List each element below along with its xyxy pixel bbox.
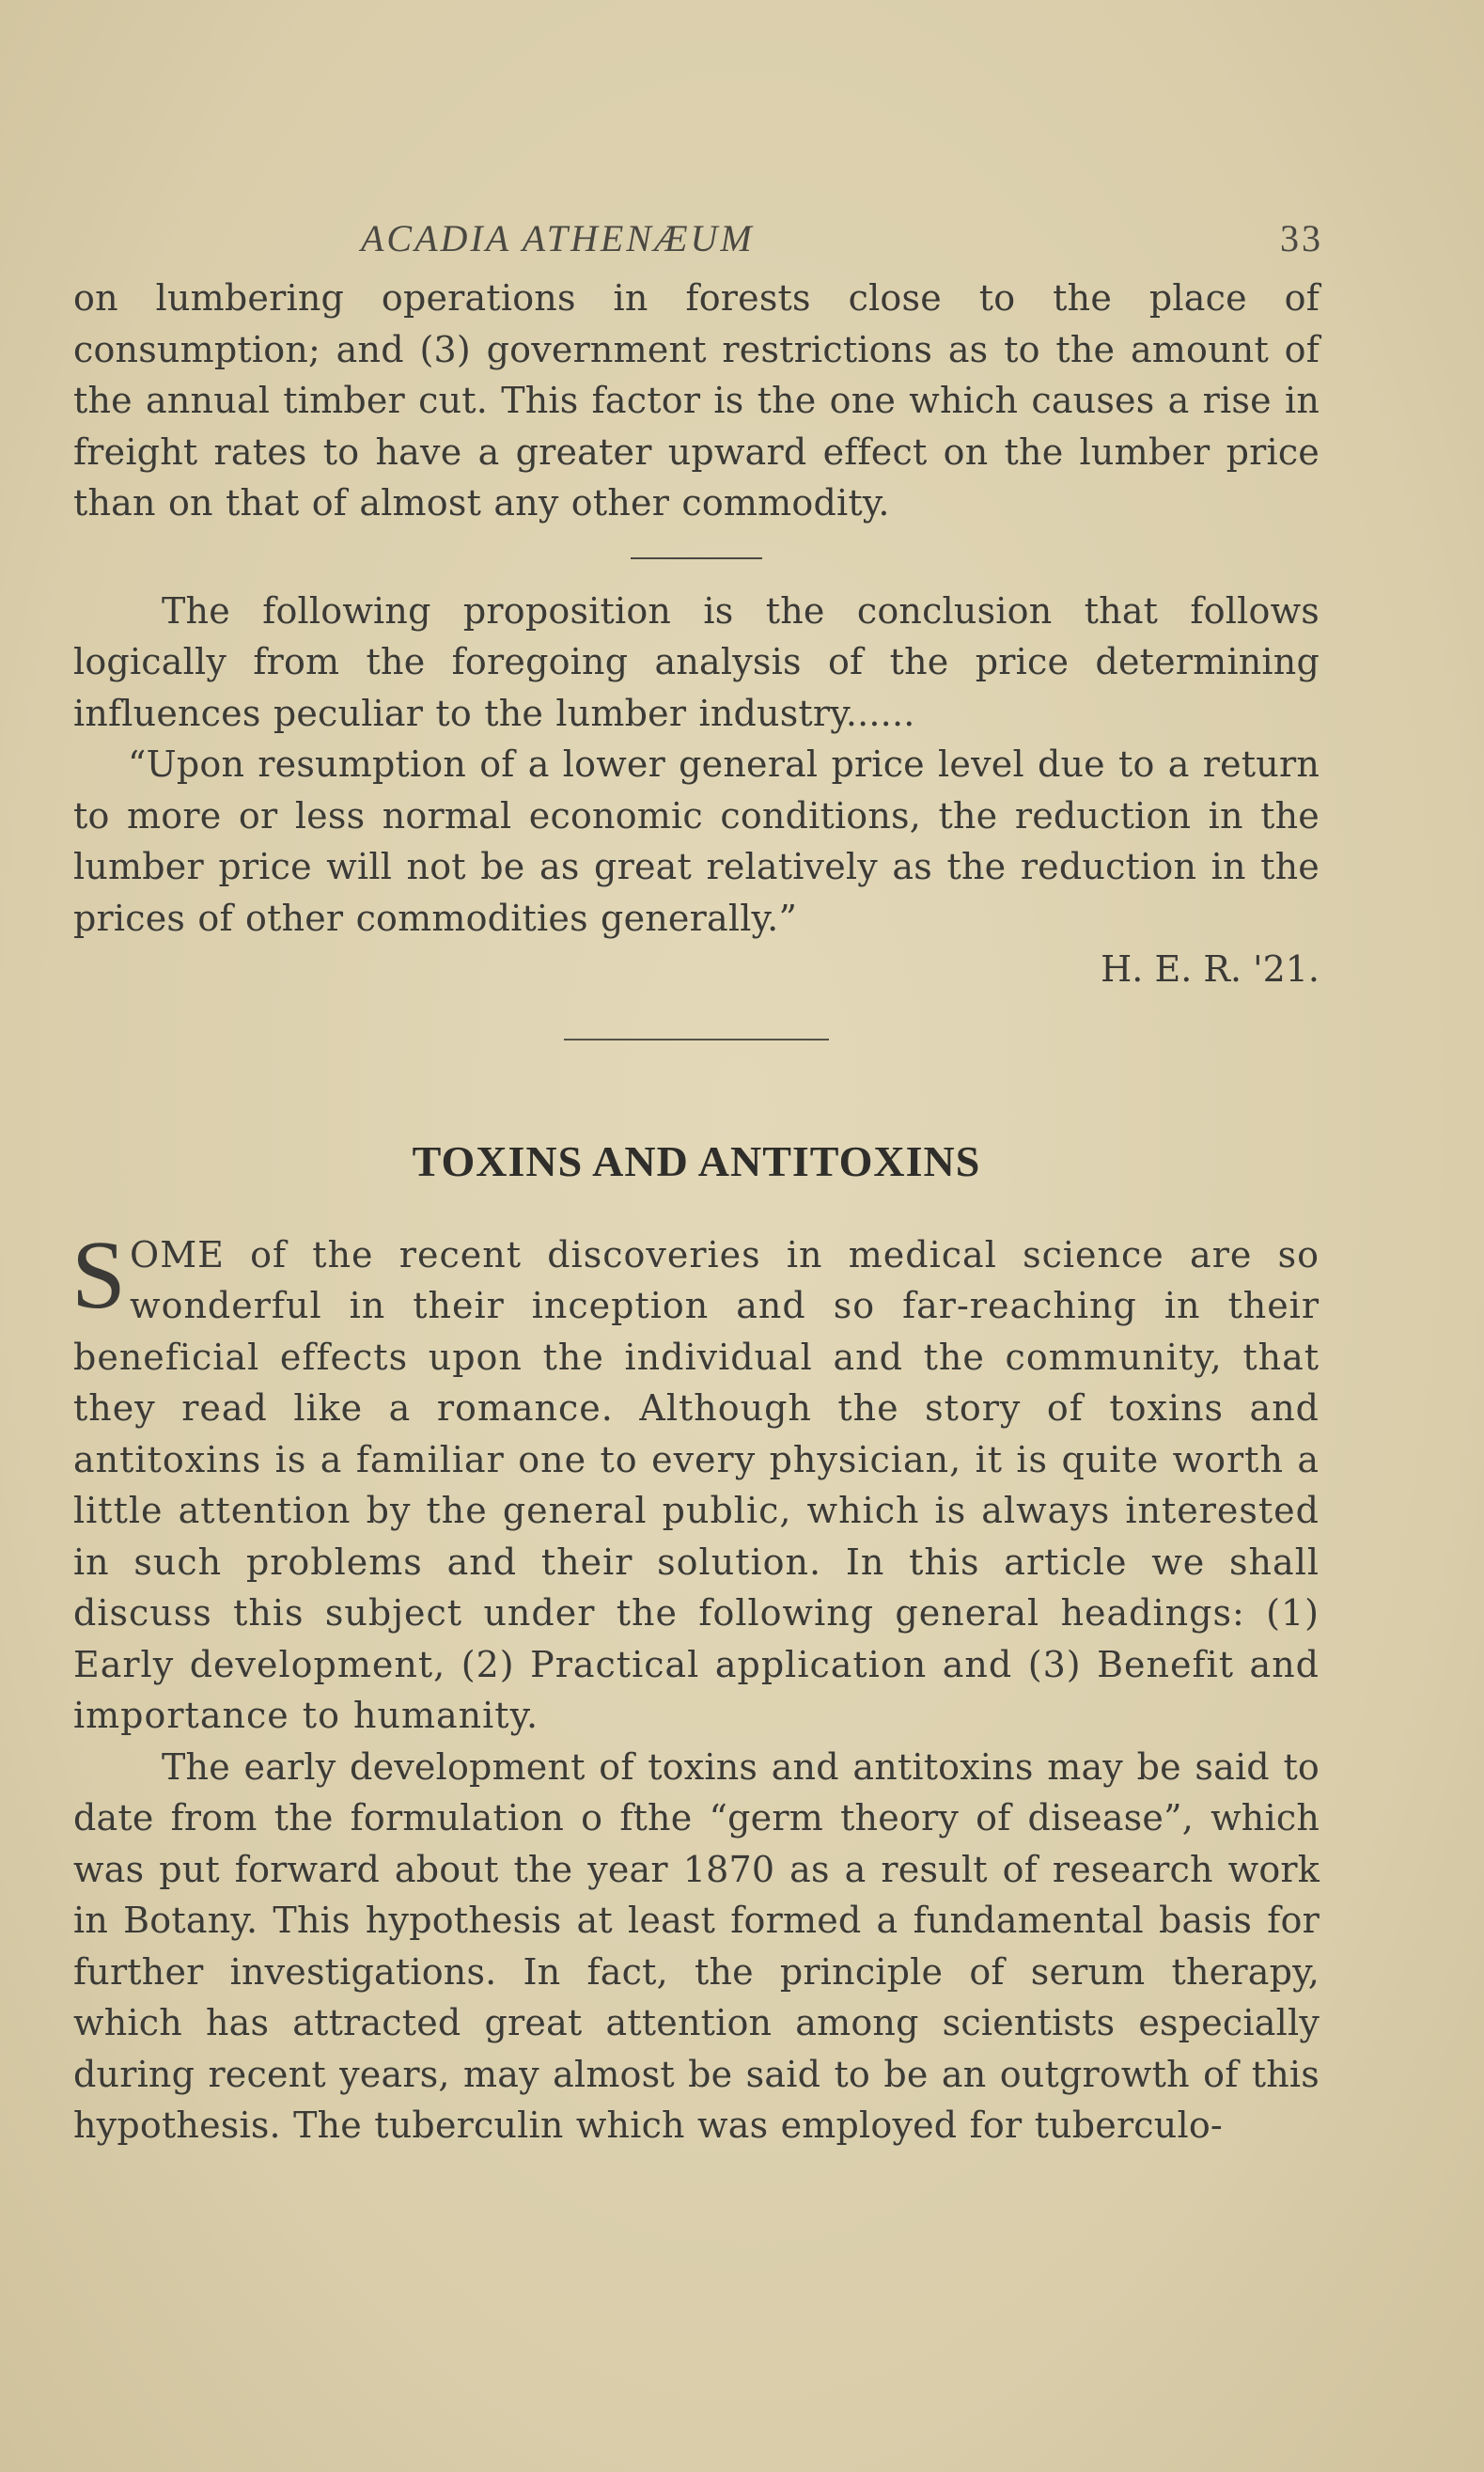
running-header: [73, 216, 1323, 273]
section-divider: [631, 557, 762, 559]
continued-article: [73, 273, 1320, 944]
author-signature: H. E. R. '21.: [1101, 948, 1320, 990]
paragraph-lumber-continued: on lumbering operations in forests close to the place of consumption; and (3) government restrictions as to the amount of the annual timber cut. This factor is the one which causes a rise in freight rates to have a greater upward effect on the lumber price than on that of almost any other commodity.: [73, 277, 1320, 524]
paragraph-proposition: The following proposition is the conclusion that follows logically from the foregoing analysis of the price determining influences peculiar to the lumber industry......: [73, 589, 1320, 734]
paragraph-intro: [71, 1220, 1320, 1742]
page-number: 33: [1280, 217, 1323, 259]
page: [71, 216, 1323, 2151]
article-title: TOXINS AND ANTITOXINS: [412, 1136, 981, 1185]
block-quote: “Upon resumption of a lower general price level due to a return to more or less normal economic conditions, the reduction in the lumber price will not be as great relatively as the reduction in the prices of other commodities generally.”: [73, 743, 1320, 939]
paragraph-intro-text: OME of the recent discoveries in medical science are so wonderful in their inception and so far-reaching in their beneficial effects upon the individual and the community, that they read like a romance. Although the story of toxins and antitoxins is a familiar one to every physician, it is quite worth a little attention by the general public, which is always interested in such problems and their solution. In this article we shall discuss this subject under the following general headings: (1) Early development, (2) Practical application and (3) Benefit and importance to humanity.: [73, 1233, 1320, 1736]
article-divider: [564, 1039, 829, 1040]
drop-cap: S: [71, 1220, 127, 1329]
article-body: [71, 1220, 1320, 2151]
running-title: ACADIA ATHENÆUM: [361, 217, 755, 259]
paragraph-early-development: The early development of toxins and antitoxins may be said to date from the formulation o fthe “germ theory of disease”, which was put forward about the year 1870 as a result of research work in Botany. This hypothesis at least formed a fundamental basis for further investigations. In fact, the principle of serum therapy, which has attracted great attention among scientists especially during recent years, may almost be said to be an outgrowth of this hypothesis. The tuberculin which was employed for tuberculo-: [73, 1745, 1320, 2146]
